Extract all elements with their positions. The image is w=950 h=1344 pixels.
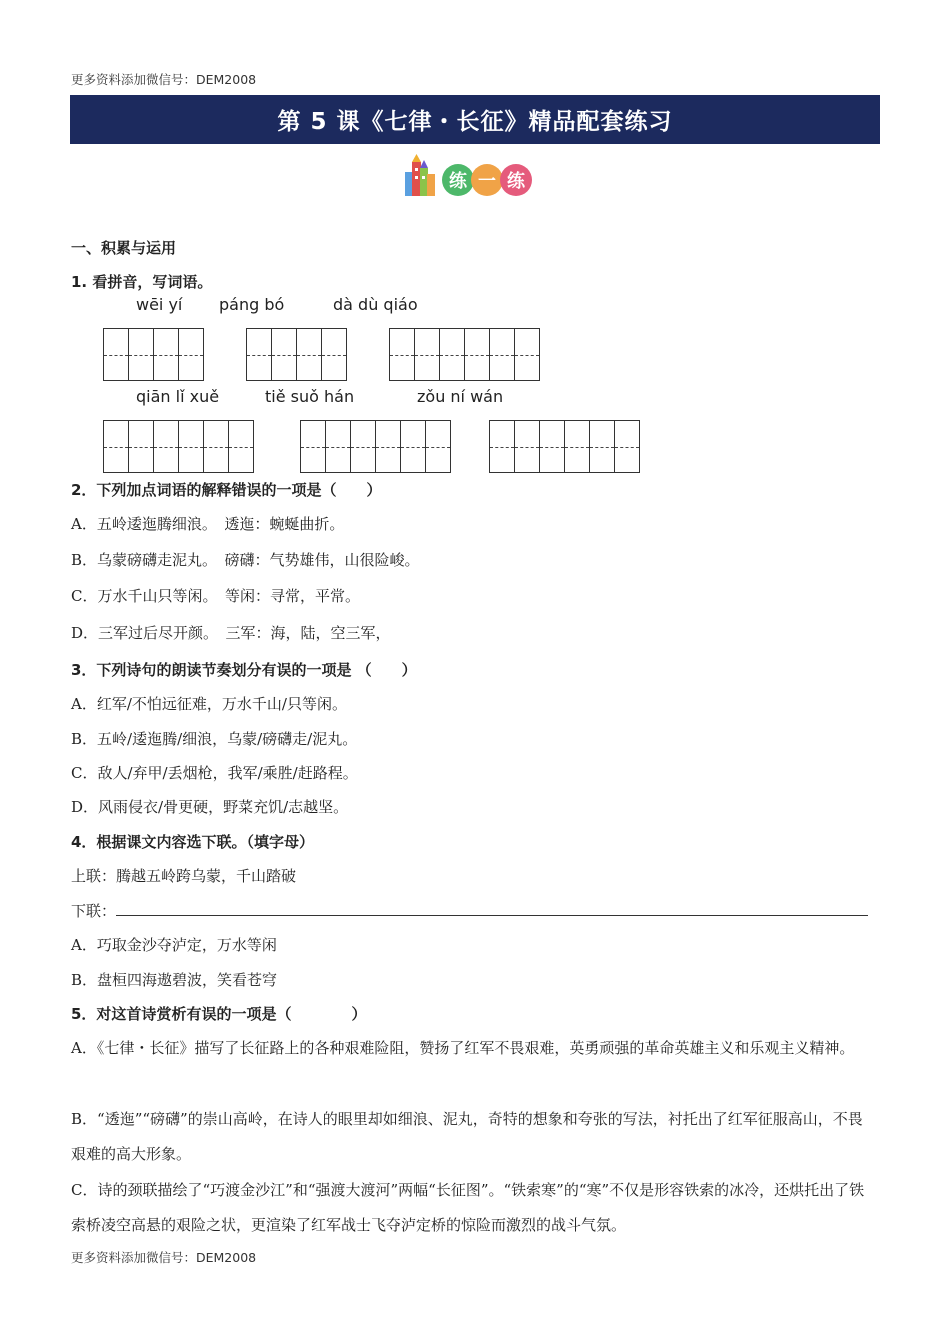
q5-option-a: A．《七律・长征》描写了长征路上的各种艰难险阻，赞扬了红军不畏艰难，英勇顽强的革命英雄主义和乐观主义精神。 — [71, 1039, 855, 1057]
q2-prompt: 2．下列加点词语的解释错误的一项是（ ） — [71, 481, 382, 499]
badge-char-1: 练 — [449, 171, 467, 192]
q2-option-b: B．乌蒙磅礴走泥丸。 磅礴：气势雄伟，山很险峻。 — [71, 551, 420, 569]
pinyin-2: páng bó — [219, 295, 285, 314]
q3-option-c: C．敌人/弃甲/丢烟枪，我军/乘胜/赶路程。 — [71, 764, 358, 782]
grid-cell[interactable] — [539, 420, 565, 473]
grid-cell[interactable] — [321, 328, 347, 381]
q2-option-a: A．五岭逶迤腾细浪。 透迤：蜿蜒曲折。 — [71, 515, 345, 533]
grid-cell[interactable] — [614, 420, 640, 473]
grid-cell[interactable] — [564, 420, 590, 473]
grid-cell[interactable] — [103, 420, 129, 473]
grid-cell[interactable] — [514, 328, 540, 381]
q3-option-a: A．红军/不怕远征难，万水千山/只等闲。 — [71, 695, 347, 713]
grid-cell[interactable] — [489, 328, 515, 381]
q4-option-b: B．盘桓四海遨碧波，笑看苍穹 — [71, 971, 278, 989]
answer-grid-6[interactable] — [489, 420, 640, 473]
answer-grid-3[interactable] — [389, 328, 540, 381]
grid-cell[interactable] — [271, 328, 297, 381]
answer-grid-2[interactable] — [246, 328, 347, 381]
grid-cell[interactable] — [489, 420, 515, 473]
answer-grid-1[interactable] — [103, 328, 204, 381]
answer-grid-5[interactable] — [300, 420, 451, 473]
grid-cell[interactable] — [103, 328, 129, 381]
q4-lower-couplet — [71, 900, 868, 921]
grid-cell[interactable] — [425, 420, 451, 473]
grid-cell[interactable] — [153, 328, 179, 381]
grid-cell[interactable] — [203, 420, 229, 473]
grid-cell[interactable] — [375, 420, 401, 473]
section-heading: 一、积累与运用 — [71, 239, 177, 257]
header-note: 更多资料添加微信号：DEM2008 — [71, 72, 257, 87]
grid-cell[interactable] — [153, 420, 179, 473]
pinyin-6: zǒu ní wán — [417, 387, 504, 406]
grid-cell[interactable] — [350, 420, 376, 473]
q5-option-c: C．诗的颈联描绘了“巧渡金沙江”和“强渡大渡河”两幅“长征图”。“铁索寒”的“寒”不仅是形容铁索的冰冷，还烘托出了铁索桥凌空高悬的艰险之状，更渲染了红军战士飞夺泸定桥的惊险而激烈的战斗气氛。 — [71, 1181, 865, 1234]
q2-option-c: C．万水千山只等闲。 等闲：寻常，平常。 — [71, 587, 360, 605]
buildings-icon — [405, 154, 435, 196]
q4-prompt: 4．根据课文内容选下联。（填字母） — [71, 833, 314, 851]
grid-cell[interactable] — [228, 420, 254, 473]
grid-cell[interactable] — [246, 328, 272, 381]
grid-cell[interactable] — [178, 328, 204, 381]
badge-char-2: 一 — [478, 171, 496, 192]
grid-cell[interactable] — [414, 328, 440, 381]
answer-grid-4[interactable] — [103, 420, 254, 473]
pinyin-5: tiě suǒ hán — [265, 387, 355, 406]
grid-cell[interactable] — [439, 328, 465, 381]
q5-option-b: B．“透迤”“磅礴”的崇山高岭，在诗人的眼里却如细浪、泥丸，奇特的想象和夸张的写法，衬托出了红军征服高山，不畏艰难的高大形象。 — [71, 1110, 863, 1163]
q3-option-b: B．五岭/逶迤腾/细浪，乌蒙/磅礴走/泥丸。 — [71, 730, 358, 748]
q1-prompt: 1. 看拼音，写词语。 — [71, 273, 213, 291]
pinyin-3: dà dù qiáo — [333, 295, 418, 314]
practice-badge — [402, 152, 536, 200]
q3-option-d: D．风雨侵衣/骨更硬，野菜充饥/志越坚。 — [71, 798, 349, 816]
q4-option-a: A．巧取金沙夺泸定，万水等闲 — [71, 936, 277, 954]
grid-cell[interactable] — [178, 420, 204, 473]
footer-note: 更多资料添加微信号：DEM2008 — [71, 1250, 257, 1265]
badge-char-3: 练 — [507, 171, 525, 192]
pinyin-4: qiān lǐ xuě — [136, 387, 220, 406]
grid-cell[interactable] — [589, 420, 615, 473]
grid-cell[interactable] — [514, 420, 540, 473]
grid-cell[interactable] — [296, 328, 322, 381]
q4-upper-couplet: 上联：腾越五岭跨乌蒙，千山踏破 — [71, 867, 297, 885]
grid-cell[interactable] — [400, 420, 426, 473]
q5-prompt: 5．对这首诗赏析有误的一项是（ ） — [71, 1005, 367, 1023]
q2-option-d: D．三军过后尽开颜。 三军：海，陆，空三军， — [71, 624, 391, 642]
grid-cell[interactable] — [325, 420, 351, 473]
q4-answer-line[interactable] — [116, 901, 868, 916]
grid-cell[interactable] — [300, 420, 326, 473]
grid-cell[interactable] — [128, 420, 154, 473]
pinyin-1: wēi yí — [136, 295, 183, 314]
q4-lower-label: 下联： — [71, 902, 117, 920]
grid-cell[interactable] — [464, 328, 490, 381]
grid-cell[interactable] — [128, 328, 154, 381]
q3-prompt: 3．下列诗句的朗读节奏划分有误的一项是 （ ） — [71, 661, 417, 679]
page-title: 第 5 课《七律・长征》精品配套练习 — [70, 95, 880, 144]
grid-cell[interactable] — [389, 328, 415, 381]
